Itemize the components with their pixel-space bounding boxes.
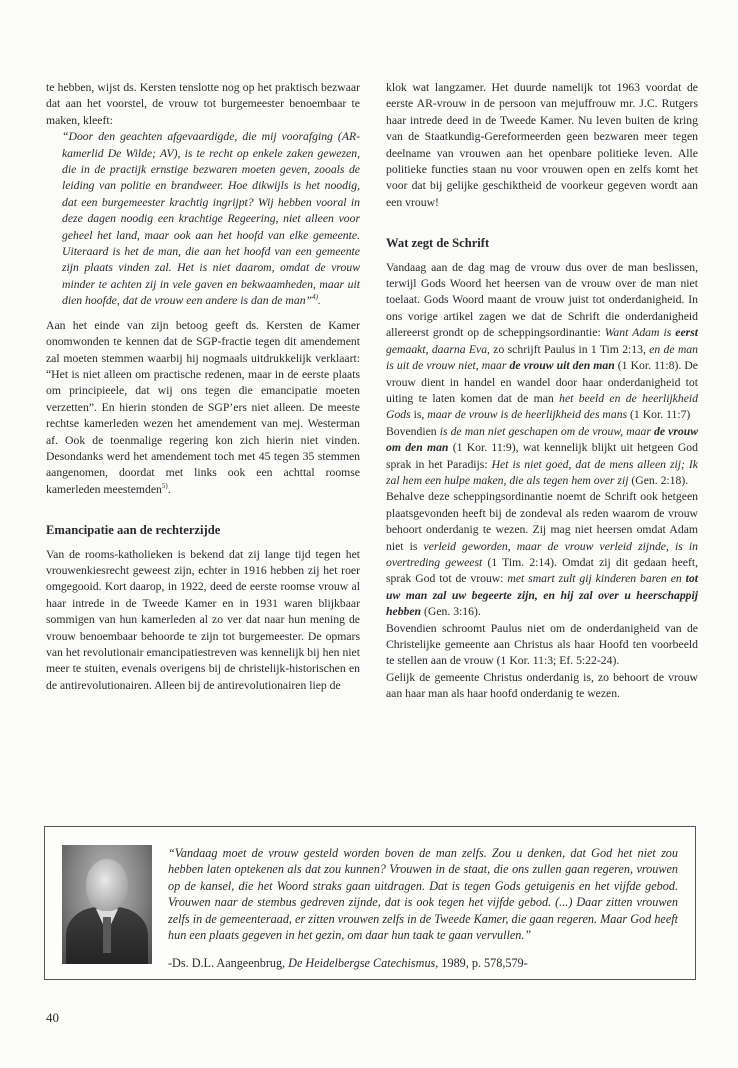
text-run: is de man niet geschapen om de vrouw, maar	[439, 424, 655, 438]
portrait-photo	[62, 845, 152, 964]
paragraph: te hebben, wijst ds. Kersten tenslotte nog op het praktisch bezwaar dat aan het voorstel, de vrouw tot burgemeester benoembaar te maken, kleeft:	[46, 81, 360, 127]
paragraph: Bovendien schroomt Paulus niet om de onderdanigheid van de Christelijke gemeente aan Christus als haar Hoofd ten voorbeeld te stellen aan de vrouw (1 Kor. 11:3; Ef. 5:22-24).	[386, 621, 698, 668]
source-author: -Ds. D.L. Aangeenbrug,	[168, 956, 289, 970]
text-run: (Gen. 3:16).	[421, 605, 481, 619]
paragraph	[386, 260, 698, 424]
text-run: met smart zult gij kinderen baren en	[507, 572, 686, 586]
text-run: Want Adam is	[604, 326, 676, 340]
text-run: (1 Kor. 11:8). De vrouw dient in handel en wandel door haar onderdanigheid tot uiting te laten komen dat de man	[386, 359, 698, 405]
text-run: Behalve deze scheppingsordinantie noemt de Schrift ook hetgeen plaatsgevonden heeft bij de zondeval als reden waarom de vrouw behoort onderdanig te wezen. Zij mag niet heersen omdat Adam niet is	[386, 490, 698, 553]
source-pages: , 1989, p. 578,579-	[435, 956, 528, 970]
text-run: tot uw man zal uw begeerte zijn, en hij zal over u heerschappij hebben	[386, 572, 698, 619]
quote-text: “Door den geachten afgevaardigde, die mij voorafging (AR-kamerlid De Wilde; AV), is te recht op enkele zaken gewezen, die in de practijk ernstige bezwaren moeten geven, zooals de leiding van politie en brandweer. Hoe dikwijls is het noodig, dat een burgemeester krachtig ingrijpt? Wij hebben vooral in deze dagen noodig een krachtige Regeering, niet alleen voor geheel het land, maar ook aan het hoofd van elke gemeente. Uiteraard is het de man, die aan het hoofd van een gemeente zijn plaats vinden zal. Het is niet daarom, omdat de vrouw minder te achten zij in vele gaven en bekwaamheden, maar uit dien hoofde, dat de vrouw een andere is dan de man”	[62, 130, 360, 308]
quote-source	[168, 955, 678, 971]
quote-box	[44, 826, 696, 980]
paragraph	[386, 424, 698, 490]
text-run: het beeld en de heerlijkheid Gods	[386, 391, 698, 422]
text-run: verleid geworden, maar de vrouw verleid zijnde, is in overtreding geweest	[386, 539, 698, 569]
block-quote: “Door den geachten afgevaardigde, die mij voorafging (AR-kamerlid De Wilde; AV), is te recht op enkele zaken gewezen, die in de practijk ernstige bezwaren moeten geven, zooals de leiding van politie en brandweer. Hoe dikwijls is het noodig, dat een burgemeester krachtig ingrijpt? Wij hebben vooral in deze dagen noodig een krachtige Regeering, niet alleen voor geheel het land, maar ook aan het hoofd van elke gemeente. Uiteraard is het de man, die aan het hoofd van een gemeente zijn plaats vinden zal. Het is niet daarom, omdat de vrouw minder te achten zij in vele gaven en bekwaamheden, maar uit dien hoofde, dat de vrouw een andere is dan de man”$^{4)}$.	[62, 130, 360, 308]
paragraph: Van de rooms-katholieken is bekend dat zij lange tijd tegen het vrouwenkiesrecht geweest zijn, echter in 1916 hebben zij het roer omgegooid. Kort daarop, in 1922, deed de eerste roomse vrouw al haar intrede in de Tweede Kamer en in 1931 waren blijkbaar sommigen van hun kamerleden al zo ver dat naar hun mening de vrouw benoembaar behoorde te zijn tot burgemeester. De opmars van het revolutionair emancipatiestreven was kennelijk bij hen niet meer te stuiten, evenals overigens bij de christelijk-historischen en de antirevolutionairen. Alleen bij de antirevolutionairen liep de	[46, 547, 360, 692]
text-run: zo schrijft Paulus in 1 Tim 2:13,	[489, 342, 650, 356]
paragraph-end: .	[167, 482, 171, 496]
section-heading: Emancipatie aan de rechterzijde	[46, 523, 221, 538]
left-column	[46, 80, 360, 694]
text-run: en de man is uit de vrouw niet, maar	[386, 342, 698, 373]
text-run: maar de vrouw is de heerlijkheid des mans	[427, 408, 628, 422]
footnote-ref: 5)	[161, 481, 168, 490]
text-run: Bovendien	[386, 424, 440, 438]
text-run: Het is niet goed, dat de mens alleen zij; Ik zal hem een hulpe maken, die als tegen hem over zij	[386, 457, 698, 487]
text-run: (1 Kor. 11:9), wat kennelijk blijkt uit hetgeen God sprak in het Paradijs:	[386, 441, 698, 471]
section-heading: Wat zegt de Schrift	[386, 236, 490, 251]
page-number: 40	[46, 1010, 59, 1025]
paragraph: klok wat langzamer. Het duurde namelijk tot 1963 voordat de eerste AR-vrouw in de persoon van mejuffrouw mr. J.C. Rutgers haar intrede deed in de Tweede Kamer. Nu leven buiten de kring van de Staatkundig-Gereformeerden geen bezwaren meer tegen deelname van vrouwen aan het openbare politieke leven. Alle politieke functies staan nu voor vrouwen open en zelfs komt het voor dat bij gelijke geschiktheid de voorkeur gegeven wordt aan een vrouw!	[386, 81, 698, 209]
source-title: De Heidelbergse Catechismus	[288, 956, 436, 970]
text-run: is,	[410, 408, 428, 422]
paragraph-text: Aan het einde van zijn betoog geeft ds. Kersten de Kamer onomwonden te kennen dat de SGP-fractie tegen dit amendement zal moeten stemmen waarbij hij nogmaals uitdrukkelijk verklaart: “Het is niet alleen om practische redenen, maar in de eerste plaats om principieele, dat wij ons tegen die emancipatie moeten verzetten”. En hierin stonden de SGP’ers niet alleen. De meeste rechtse kamerleden wezen het amendement van mej. Westerman af. Ook de toenmalige regering kon zich hierin niet vinden. Desondanks werd het amendement toch met 45 tegen 35 stemmen aangenomen, doordat met links ook een achttal roomse kamerleden meestemden	[46, 318, 360, 496]
box-quote-text: “Vandaag moet de vrouw gesteld worden boven de man zelfs. Zou u denken, dat God het niet zou hebben laten optekenen als dat zou kunnen? Vrouwen in de staat, die ons zullen gaan regeren, vrouwen op de kansel, die het Woord straks gaan uitdragen. Dat is tegen Gods getuigenis en het vijfde gebod. Vrouwen naar de stembus gedreven zijnde, dat is ook tegen het vijfde gebod. (...) Daar zitten vrouwen zelfs in de gemeenteraad, er zitten vrouwen zelfs in de Tweede Kamer, die gaan regeren. Maar God heeft hun een plaats gegeven in het gezin, om daar hun taak te gaan vervullen.”	[168, 846, 678, 943]
paragraph	[46, 318, 360, 498]
text-run: gemaakt, daarna Eva,	[386, 342, 490, 356]
right-column	[386, 80, 698, 703]
text-run: eerst	[675, 326, 699, 340]
footnote-ref: 4)	[312, 293, 318, 302]
text-run: de vrouw om den man	[386, 424, 699, 455]
text-run: (Gen. 2:18).	[628, 473, 689, 487]
paragraph: Gelijk de gemeente Christus onderdanig is, zo behoort de vrouw aan haar man als haar hoofd onderdanig te wezen.	[386, 670, 698, 701]
paragraph	[386, 489, 698, 620]
text-run: (1 Tim. 2:14). Omdat zij dit gedaan heeft, sprak God tot de vrouw:	[386, 555, 699, 586]
text-run: de vrouw uit den man	[509, 359, 615, 373]
text-run: Vandaag aan de dag mag de vrouw dus over de man beslissen, terwijl Gods Woord het heersen van de vrouw over de man niet toelaat. Gods Woord maant de vrouw juist tot onderdanigheid. In ons vorige artikel zagen we dat de Schrift die onderdanigheid allereerst grondt op de scheppingsordinantie:	[386, 260, 698, 340]
text-run: (1 Kor. 11:7)	[627, 408, 691, 422]
